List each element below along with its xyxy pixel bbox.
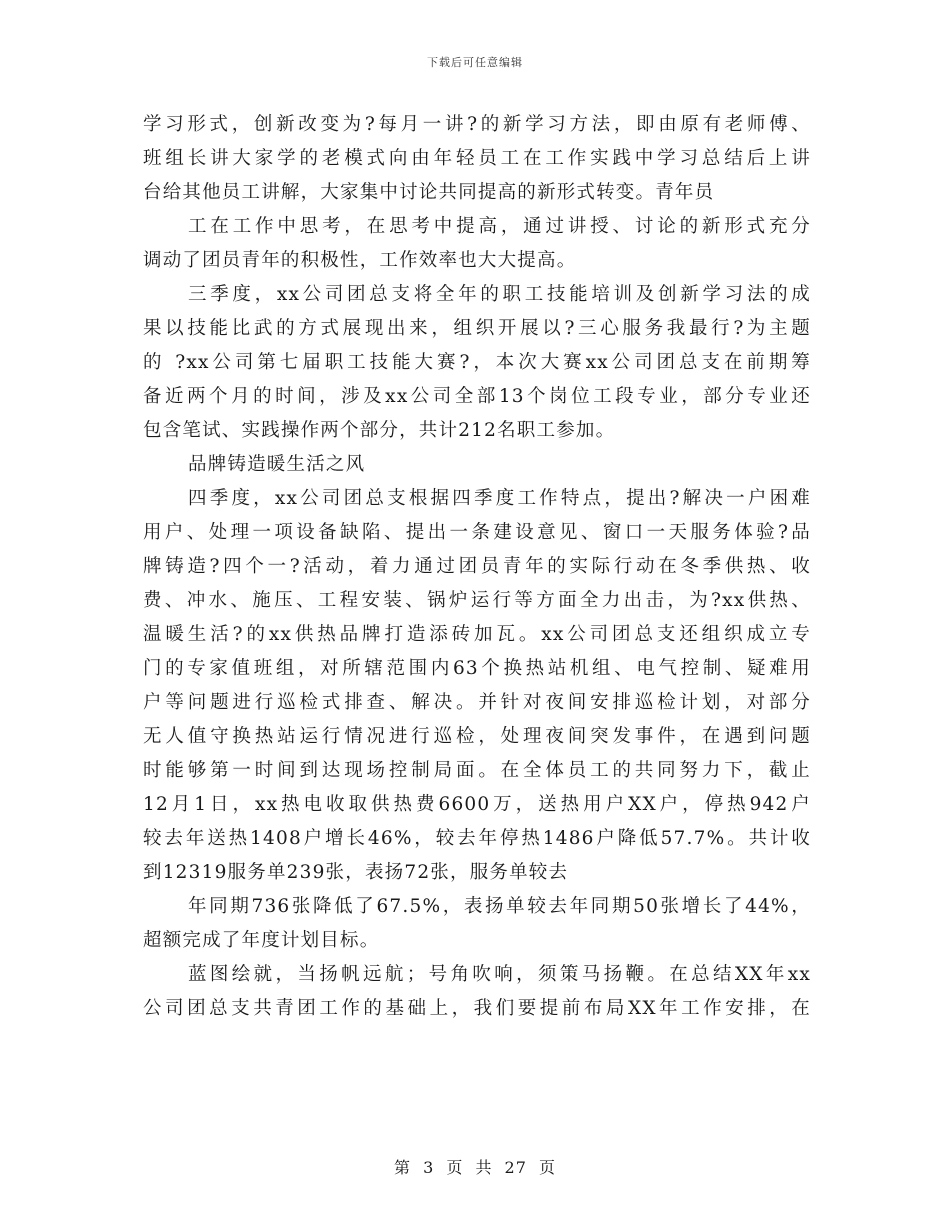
document-body [143,108,811,1026]
text-line: 公司团总支共青团工作的基础上，我们要提前布局XX年工作安排，在 [143,998,811,1019]
text-line: 时能够第一时间到达现场控制局面。在全体员工的共同努力下，截止 [143,760,811,781]
text-line: 品牌铸造暖生活之风 [188,454,366,475]
text-line: 无人值守换热站运行情况进行巡检，处理夜间突发事件，在遇到问题 [143,726,811,747]
text-line: 学习形式，创新改变为?每月一讲?的新学习方法，即由原有老师傅、 [143,114,811,135]
text-line: 温暖生活?的xx供热品牌打造添砖加瓦。xx公司团总支还组织成立专 [143,624,811,645]
text-line: 牌铸造?四个一?活动，着力通过团员青年的实际行动在冬季供热、收 [143,556,811,577]
text-line: 果以技能比武的方式展现出来，组织开展以?三心服务我最行?为主题 [143,318,811,339]
text-line: 户等问题进行巡检式排查、解决。并针对夜间安排巡检计划，对部分 [143,692,811,713]
text-line: 门的专家值班组，对所辖范围内63个换热站机组、电气控制、疑难用 [143,658,811,679]
text-line: 台给其他员工讲解，大家集中讨论共同提高的新形式转变。青年员 [143,182,715,203]
text-line: 较去年送热1408户增长46%，较去年停热1486户降低57.7%。共计收 [143,828,811,849]
text-line: 三季度，xx公司团总支将全年的职工技能培训及创新学习法的成 [188,284,811,305]
text-line: 包含笔试、实践操作两个部分，共计212名职工参加。 [143,420,616,441]
text-line: 备近两个月的时间，涉及xx公司全部13个岗位工段专业，部分专业还 [143,386,811,407]
text-line: 调动了团员青年的积极性，工作效率也大大提高。 [143,250,577,271]
page-header: 下载后可任意编辑 [427,56,523,69]
text-line: 超额完成了年度计划目标。 [143,930,380,951]
text-line: 班组长讲大家学的老模式向由年轻员工在工作实践中学习总结后上讲 [143,148,811,169]
text-line: 12月1日，xx热电收取供热费6600万，送热用户XX户，停热942户 [143,794,811,815]
page-footer: 第 3 页 共 27 页 [394,1158,556,1177]
text-line: 工在工作中思考，在思考中提高，通过讲授、讨论的新形式充分 [188,216,811,237]
text-line: 到12319服务单239张，表扬72张，服务单较去 [143,862,569,883]
text-line: 四季度，xx公司团总支根据四季度工作特点，提出?解决一户困难 [188,488,811,509]
text-line: 年同期736张降低了67.5%，表扬单较去年同期50张增长了44%， [188,896,811,917]
text-line: 用户、处理一项设备缺陷、提出一条建设意见、窗口一天服务体验?品 [143,522,811,543]
text-line: 费、冲水、施压、工程安装、锅炉运行等方面全力出击，为?xx供热、 [143,590,811,611]
text-line: 蓝图绘就，当扬帆远航；号角吹响，须策马扬鞭。在总结XX年xx [188,964,811,985]
text-line: 的 ?xx公司第七届职工技能大赛?，本次大赛xx公司团总支在前期筹 [143,352,811,373]
